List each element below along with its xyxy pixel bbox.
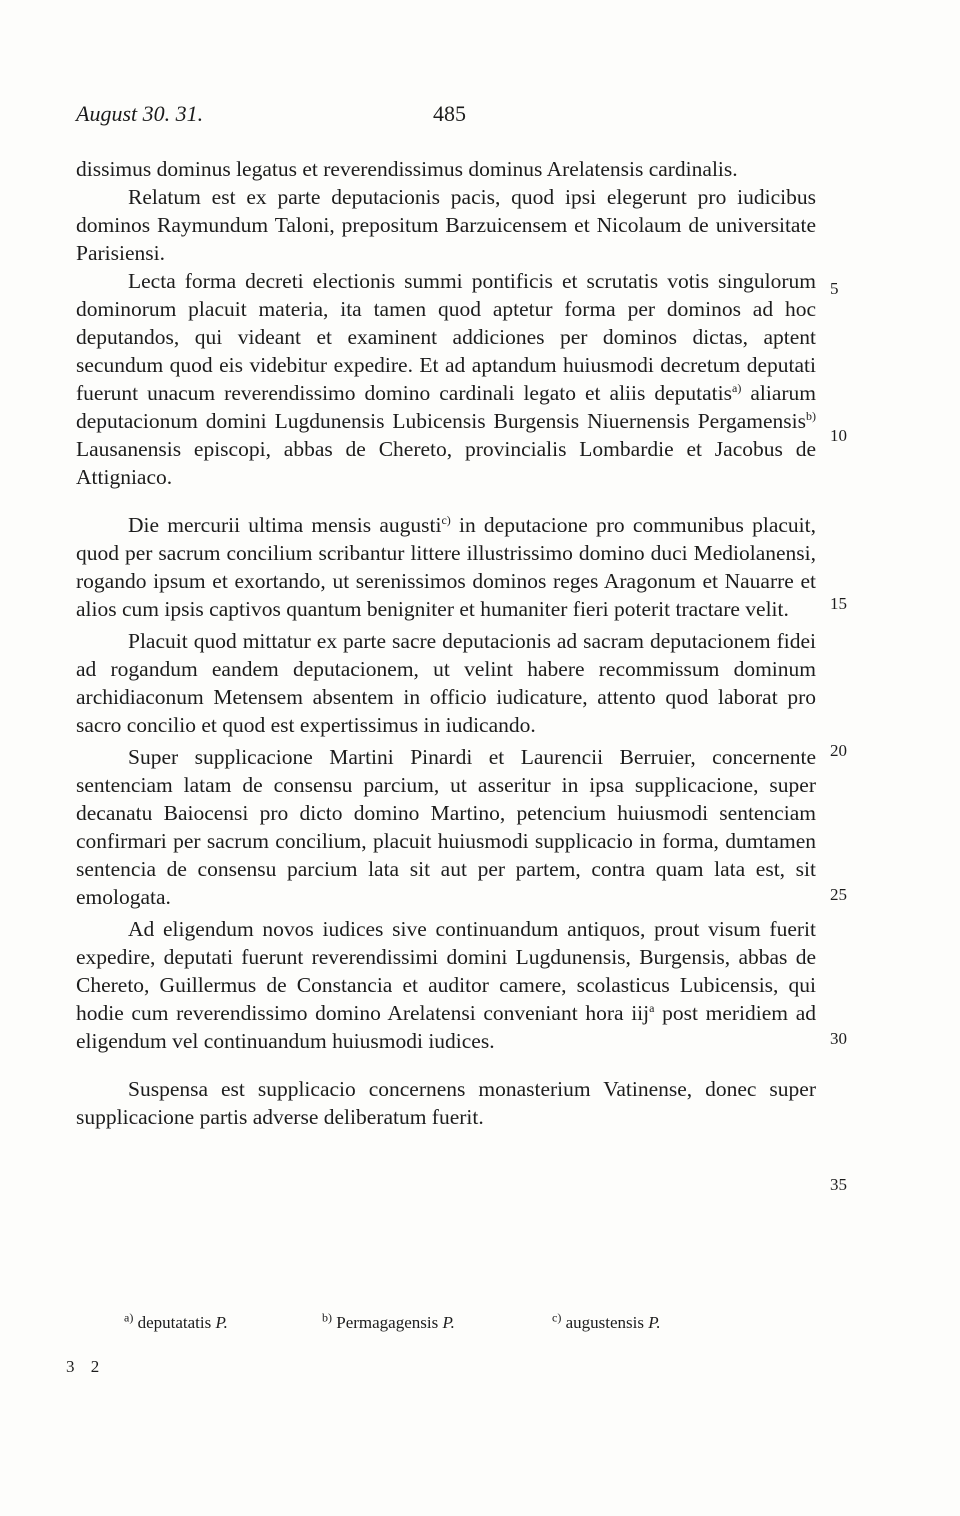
main-text (76, 155, 816, 1131)
footnote-mark: a) (732, 380, 742, 395)
paragraph: Super supplicacione Martini Pinardi et Laurencii Berruier, concernente sentenciam latam de consensu parcium, ut asseritur in ipsa supplicacione, super decanatu Baiocensi pro dicto domino Martino, petencium huiusmodi sentenciam confirmari per sacrum concilium, placuit huiusmodi supplicacio in forma, dumtamen sentencia de consensu parcium lata sit aut per partem, contra quam lata est, sit emologata. (76, 745, 816, 909)
running-header (76, 101, 806, 131)
footnote: $^{a)}$ deputatatis P. (124, 1310, 228, 1332)
line-number: 10 (830, 426, 847, 445)
footnote: $^{c)}$ augustensis P. (552, 1310, 661, 1332)
superscript: a (649, 1000, 655, 1015)
line-number: 5 (830, 279, 839, 298)
paragraph: Relatum est ex parte deputacionis pacis, quod ipsi elegerunt pro iudicibus dominos Raymundum Taloni, prepositum Barzuicensem et Nicolaum de universitate Parisiensi. (76, 185, 816, 265)
line-number: 15 (830, 594, 847, 613)
paragraph: Lecta forma decreti electionis summi pontificis et scrutatis votis singulorum dominorum placuit materia, ita tamen quod aptetur forma per dominos ad hoc deputandos, qui videant et examinent addiciones per dominos dictas, aptent secundum quod eis videbitur expedire. Et ad aptandum huiusmodi decretum deputati fuerunt unacum reverendissimo domino cardinali legato et aliis deputatis$^{a)}$ aliarum deputacionum domini Lugdunensis Lubicensis Burgensis Niuernensis Pergamensis$^{b)}$ Lausanensis episcopi, abbas de Chereto, provincialis Lombardie et Jacobus de Attigniaco. (76, 269, 817, 489)
footnote-mark: c) (441, 512, 451, 527)
paragraph: Suspensa est supplicacio concernens monasterium Vatinense, donec super supplicacione partis adverse deliberatum fuerit. (76, 1077, 816, 1129)
line-number: 25 (830, 885, 847, 904)
paragraph: Die mercurii ultima mensis augusti$^{c)}$ in deputacione pro communibus placuit, quod per sacrum concilium scribantur littere illustrissimo domino duci Mediolanensi, rogando ipsum et exortando, ut serenissimos dominos reges Aragonum et Nauarre et alios cum ipsis captivos quantum benigniter et humaniter fieri poterit tractare velit. (76, 512, 817, 621)
footnotes (124, 1310, 804, 1337)
paragraph: dissimus dominus legatus et reverendissimus dominus Arelatensis cardinalis. (76, 157, 738, 181)
line-number: 20 (830, 741, 847, 760)
header-date: August 30. 31. (76, 101, 204, 126)
footnote-mark: b) (806, 408, 816, 423)
paragraph: Placuit quod mittatur ex parte sacre deputacionis ad sacram deputacionem fidei ad rogandum eandem deputacionem, ut velint habere recommissum dominum archidiaconum Metensem absentem in officio iudicature, attento quod laborat pro sacro concilio et quod est expertissimus in iudicando. (76, 629, 816, 737)
line-number: 30 (830, 1029, 847, 1048)
footnote: $^{b)}$ Permagagensis P. (322, 1310, 455, 1332)
paragraph: Ad eligendum novos iudices sive continuandum antiquos, prout visum fuerit expedire, deputati fuerunt reverendissimi domini Lugdunensis, Burgensis, abbas de Chereto, Guillermus de Constancia et auditor camere, scolasticus Lubicensis, qui hodie cum reverendissimo domino Arelatensi conveniant hora iij$^a$ post meridiem ad eligendum vel continuandum huiusmodi iudices. (76, 917, 816, 1053)
printer-signature: 3 2 (66, 1357, 106, 1376)
page-number: 485 (433, 101, 466, 126)
line-number: 35 (830, 1175, 847, 1194)
